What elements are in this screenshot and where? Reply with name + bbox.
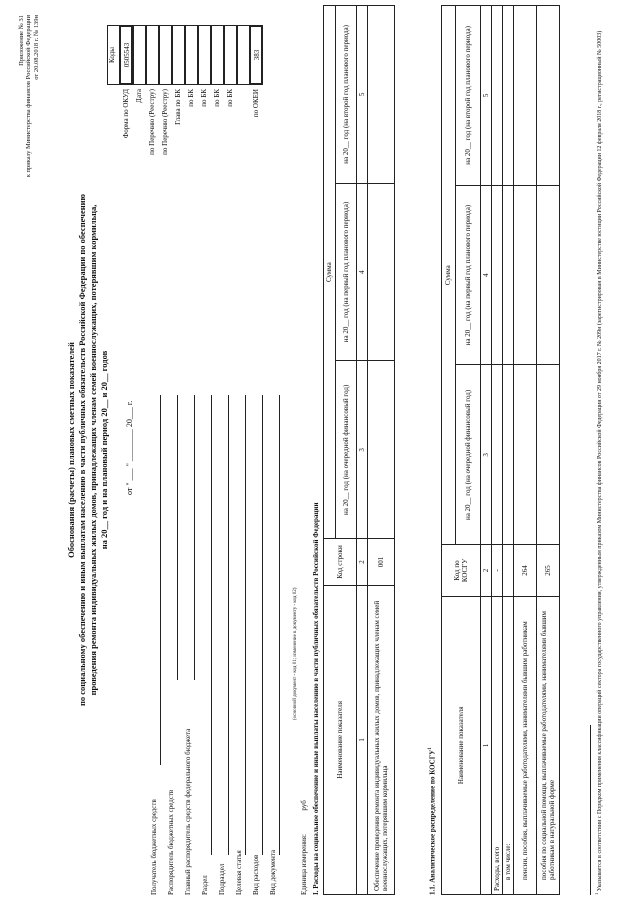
field-label: Распорядитель бюджетных средств (167, 789, 175, 895)
s11-num-4: 4 (481, 185, 492, 365)
codes-value-cell (237, 25, 250, 85)
codes-value-cell (133, 25, 146, 85)
field-underline (211, 395, 212, 855)
s1-row-name: Обеспечение проведения ремонта индивидуальных жилых домов, принадлежащих членам семей военнослужащих, потерявшим кормильца (368, 585, 395, 894)
title-line-2: по социальному обеспечению и иным выплатам населению в части публичных обязательств Российской Федерации по обеспечению (77, 193, 88, 707)
section11-heading-text: 1.1. Аналитическое распределение по КОСГУ (428, 749, 437, 895)
footnote-sup: 1 (594, 892, 599, 895)
s11-row1-name: в том числе: (503, 596, 514, 894)
field-label: Подраздел (218, 863, 226, 895)
appendix-number: Приложение № 31 (18, 15, 25, 66)
codes-value-cell: 0505543 (120, 25, 133, 85)
s11-col-y0: на 20__ год (на очередной финансовый год) (456, 365, 481, 545)
section1-table (323, 5, 395, 895)
field-row (233, 395, 247, 895)
footnote-text: Указывается в соответствии с Порядком применения классификации операций сектора государственного управления, утвержденным приказом Министерства финансов Российской Федерации от 29 ноября 2017 г. № 209н (зарегистрирован в Министерстве юстиции Российской Федерации 12 февраля 2018 г., регистрационный № 50003) (597, 30, 603, 892)
section11-heading-sup: 1 (428, 747, 433, 750)
s11-row0-name: Расходы, всего (492, 596, 503, 894)
title-line-3: проведения ремонта индивидуальных жилых домов, принадлежащих членам семей военнослужащих, потерявшим кормильца, (88, 204, 99, 696)
s11-row3-name: пособия по социальной помощи, выплачиваемые работодателями, нанимателями бывшим работникам в натуральной форме (537, 596, 560, 894)
s1-row-code: 001 (368, 539, 395, 585)
field-row (165, 395, 179, 895)
section11-heading (428, 747, 436, 895)
appendix-block (18, 15, 40, 265)
s11-num-1: 1 (481, 596, 492, 894)
field-underline (160, 395, 161, 765)
s1-row-y1 (368, 183, 395, 361)
appendix-order: к приказу Министерства финансов Российской Федерации (25, 15, 33, 178)
s1-col-code: Код строки (324, 539, 357, 585)
unit-row (300, 800, 308, 895)
field-label: Главный распорядитель средств федерального бюджета (184, 728, 192, 895)
s1-col-y0: на 20__ год (на очередной финансовый год) (336, 361, 357, 539)
s1-col-y1: на 20__ год (на первый год планового периода) (336, 183, 357, 361)
field-row (250, 395, 264, 895)
codes-value-cell (172, 25, 185, 85)
s1-sum-header: Сумма (324, 6, 336, 539)
title-line-1: Обоснования (расчеты) плановых сметных показателей (66, 342, 76, 558)
s1-col-y2: на 20__ год (на второй год планового периода) (336, 6, 357, 184)
s11-col-y1: на 20__ год (на первый год планового периода) (456, 185, 481, 365)
field-underline (177, 395, 178, 680)
field-row (148, 395, 162, 895)
field-label: Вид расходов (252, 854, 260, 895)
footnote (594, 15, 605, 895)
document-title (66, 55, 110, 845)
title-line-4: на 20__ год и на плановый период 20__ и 20__ годов (99, 350, 110, 550)
codes-label: Дата (135, 89, 143, 103)
footnote-divider (590, 725, 591, 895)
table-row (537, 6, 560, 895)
s1-row-y0 (368, 361, 395, 539)
table-row (514, 6, 537, 895)
codes-value-cell: 383 (250, 25, 263, 85)
s1-col-name: Наименование показателя (324, 585, 357, 894)
s11-row0-code: - (492, 545, 503, 596)
field-row (216, 395, 230, 895)
s1-num-2: 2 (357, 539, 368, 585)
s11-row3-code: 265 (537, 545, 560, 596)
s11-row2-code: 264 (514, 545, 537, 596)
codes-label: Форма по ОКУД (122, 89, 130, 139)
codes-label: по Перечню (Реестру) (148, 89, 156, 155)
s11-num-5: 5 (481, 6, 492, 186)
codes-label: по БК (226, 89, 234, 107)
codes-value-cell (159, 25, 172, 85)
codes-value-cell (198, 25, 211, 85)
s11-num-3: 3 (481, 365, 492, 545)
field-underline (194, 395, 195, 680)
s11-row2-name: пенсии, пособия, выплачиваемые работодателями, нанимателями бывшим работникам (514, 596, 537, 894)
codes-label: Глава по БК (174, 89, 182, 125)
s1-num-4: 4 (357, 183, 368, 361)
field-row (182, 395, 196, 895)
codes-value-cell (185, 25, 198, 85)
codes-label: по БК (187, 89, 195, 107)
field-label: Получатель бюджетных средств (150, 799, 158, 895)
s11-col-name: Наименование показателя (442, 596, 481, 894)
field-row (267, 395, 281, 895)
field-label: Целевая статья (235, 850, 243, 895)
field-label: Вид документа (269, 849, 277, 895)
codes-label: по ОКЕИ (252, 89, 260, 118)
doc-type-note: (основной документ - код 01; изменение к документу - код 02) (293, 587, 298, 720)
field-label: Раздел (201, 875, 209, 895)
codes-value-cell (211, 25, 224, 85)
codes-label: по БК (213, 89, 221, 107)
codes-label: по БК (200, 89, 208, 107)
s11-col-y2: на 20__ год (на второй год планового периода) (456, 6, 481, 186)
s1-num-3: 3 (357, 361, 368, 539)
field-underline (228, 395, 229, 855)
table-row (368, 6, 395, 895)
appendix-date: от 20.08.2018 г. № 139н (32, 15, 40, 80)
codes-value-cell (146, 25, 159, 85)
field-underline (245, 395, 246, 855)
codes-header: Коды (107, 25, 120, 85)
field-row (199, 395, 213, 895)
s1-row-y2 (368, 6, 395, 184)
s1-num-5: 5 (357, 6, 368, 184)
field-underline (262, 395, 263, 855)
s11-row1-code (503, 545, 514, 596)
field-underline (279, 395, 280, 855)
codes-label (237, 89, 250, 205)
date-line: от " ___ " ________ 20___ г. (125, 400, 134, 495)
s11-num-2: 2 (481, 545, 492, 596)
unit-label: Единица измерения: (300, 834, 308, 895)
s1-num-1: 1 (357, 585, 368, 894)
table-row (492, 6, 503, 895)
s11-sum-header: Сумма (442, 6, 456, 545)
codes-value-cell (224, 25, 237, 85)
section1-heading: I. Расходы на социальное обеспечение и иные выплаты населению в части публичных обязательств Российской Федерации (312, 502, 320, 895)
table-row (503, 6, 514, 895)
s11-col-code: Код по КОСГУ (442, 545, 481, 596)
section11-table (441, 5, 560, 895)
unit-value: руб (300, 800, 308, 811)
codes-label: по Перечню (Реестру) (161, 89, 169, 155)
